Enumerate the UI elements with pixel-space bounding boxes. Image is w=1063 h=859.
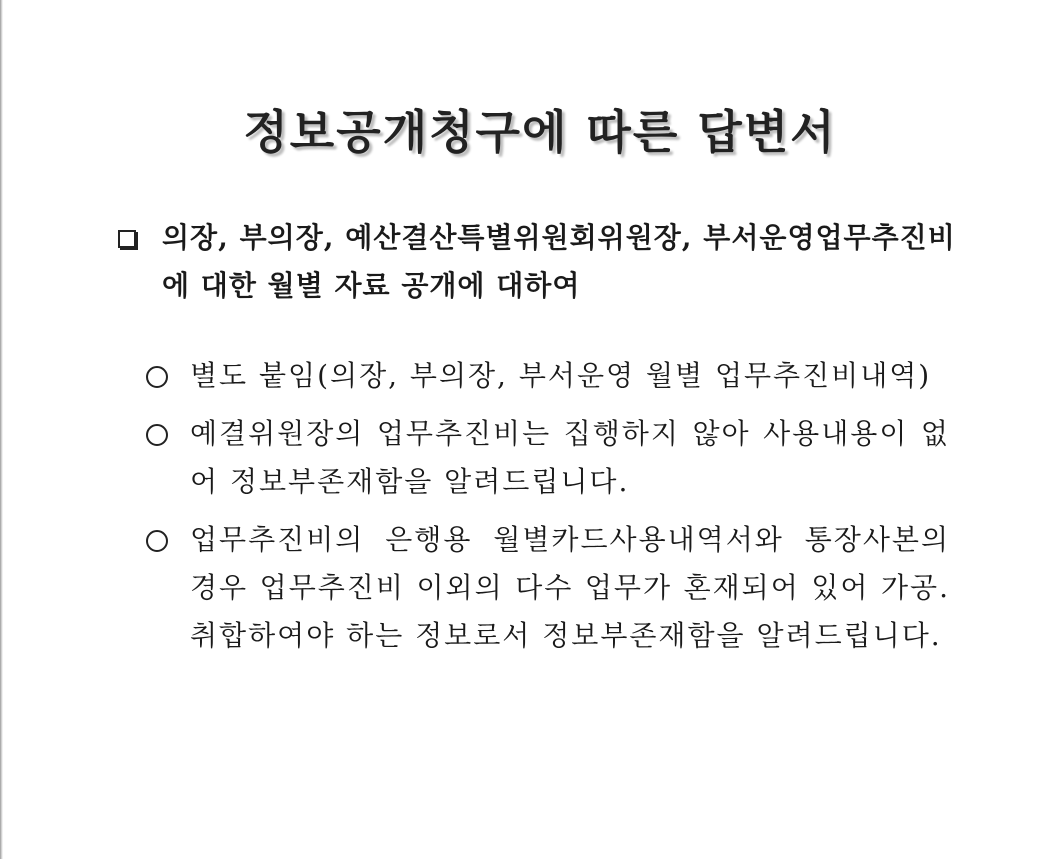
section-heading-block bbox=[118, 214, 968, 310]
circle-bullet-icon bbox=[146, 424, 168, 446]
section-heading: 의장, 부의장, 예산결산특별위원회위원장, 부서운영업무추진비에 대한 월별 자료 공개에 대하여 bbox=[162, 221, 956, 302]
item-list bbox=[146, 352, 966, 670]
circle-bullet-icon bbox=[146, 530, 168, 552]
list-item bbox=[146, 352, 966, 400]
list-item-text: 별도 붙임(의장, 부의장, 부서운영 월별 업무추진비내역) bbox=[190, 359, 932, 392]
list-item bbox=[146, 516, 966, 660]
section-heading-row bbox=[118, 214, 968, 310]
list-item bbox=[146, 410, 966, 506]
circle-bullet-icon bbox=[146, 366, 168, 388]
document-title: 정보공개청구에 따른 답변서 bbox=[243, 105, 837, 159]
list-item-text: 업무추진비의 은행용 월별카드사용내역서와 통장사본의 경우 업무추진비 이외의 다수 업무가 혼재되어 있어 가공.취합하여야 하는 정보로서 정보부존재함을 알려드립니다. bbox=[190, 523, 950, 652]
square-bullet-icon bbox=[118, 230, 136, 248]
list-item-text: 예결위원장의 업무추진비는 집행하지 않아 사용내용이 없어 정보부존재함을 알려드립니다. bbox=[190, 417, 950, 498]
